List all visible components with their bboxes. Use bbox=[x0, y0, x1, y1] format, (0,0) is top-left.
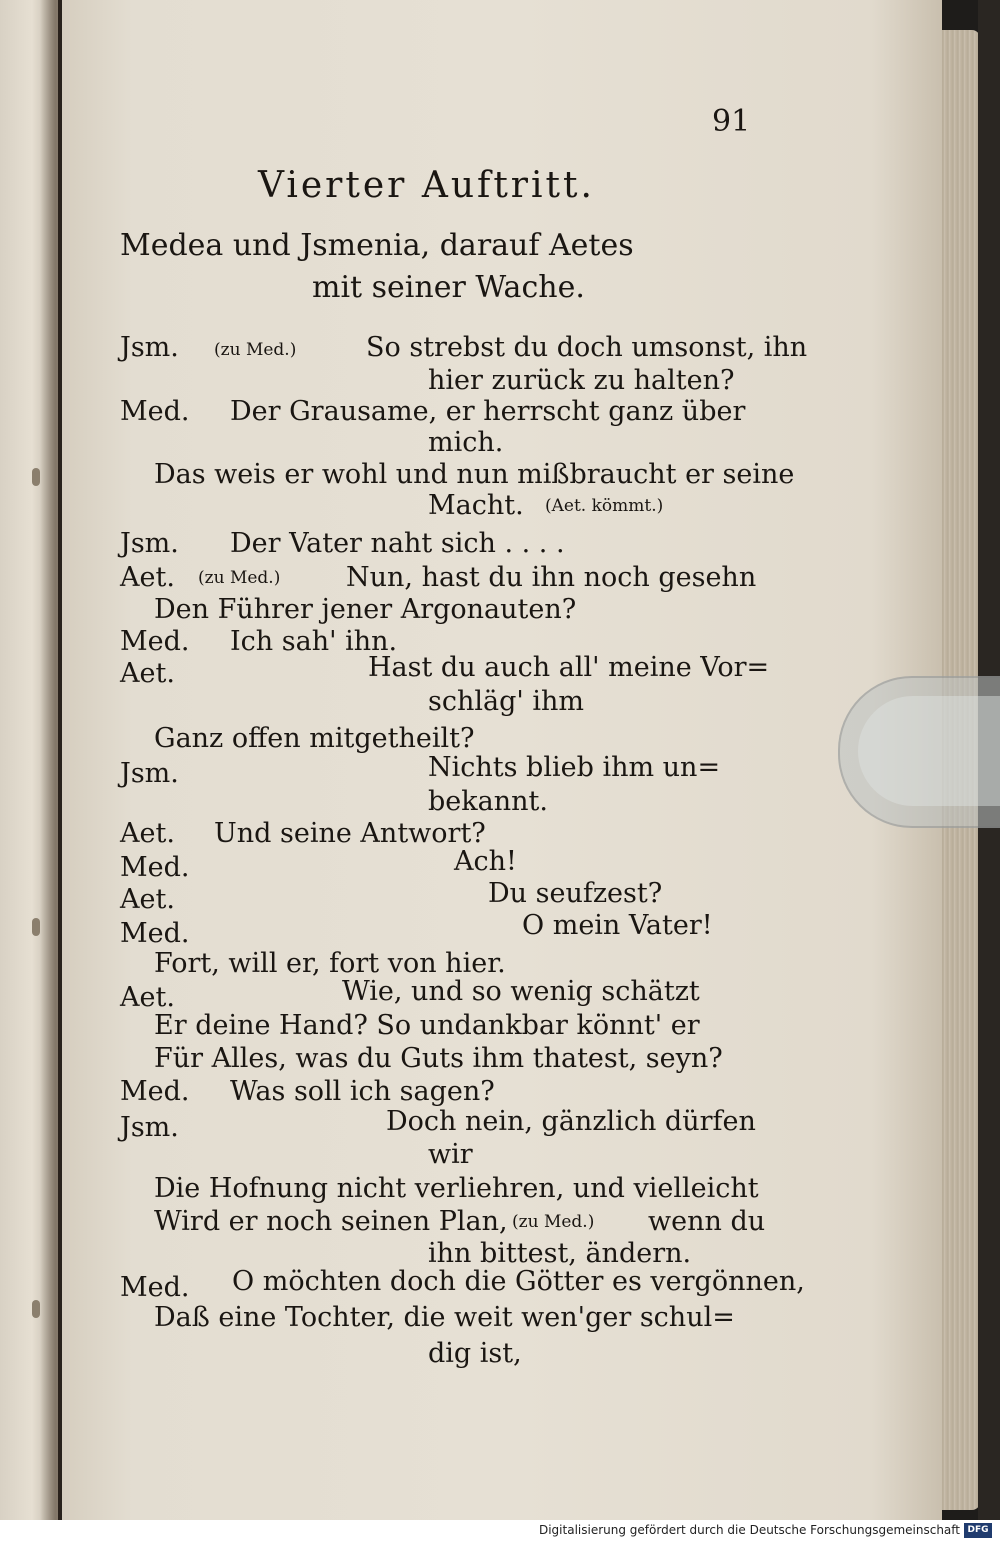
stage-direction: (zu Med.) bbox=[198, 568, 281, 588]
verse-line: Ganz offen mitgetheilt? bbox=[154, 723, 475, 754]
speaker-label: Aet. bbox=[120, 818, 175, 849]
speaker-label: Med. bbox=[120, 852, 190, 883]
footer-bar bbox=[0, 1520, 1000, 1543]
verse-line: Macht. bbox=[428, 490, 524, 521]
verse-line: O möchten doch die Götter es vergönnen, bbox=[232, 1266, 805, 1297]
verse-line: Den Führer jener Argonauten? bbox=[154, 594, 577, 625]
verse-line: Daß eine Tochter, die weit wen'ger schul= bbox=[154, 1302, 735, 1333]
verse-line: hier zurück zu halten? bbox=[428, 365, 735, 396]
speaker-label: Aet. bbox=[120, 658, 175, 689]
verse-line: Der Vater naht sich . . . . bbox=[230, 528, 565, 559]
verse-line: Wird er noch seinen Plan, bbox=[154, 1206, 508, 1237]
verse-line: wenn du bbox=[648, 1206, 766, 1237]
verse-line: Hast du auch all' meine Vor= bbox=[368, 652, 770, 683]
speaker-label: Med. bbox=[120, 396, 190, 427]
verse-line: Ach! bbox=[454, 846, 517, 877]
verse-line: Für Alles, was du Guts ihm thatest, seyn? bbox=[154, 1043, 723, 1074]
speaker-label: Aet. bbox=[120, 562, 175, 593]
scene-heading: Vierter Auftritt. bbox=[258, 165, 595, 206]
cast-line: mit seiner Wache. bbox=[312, 270, 585, 305]
verse-line: Wie, und so wenig schätzt bbox=[342, 976, 700, 1007]
verse-line: Er deine Hand? So undankbar könnt' er bbox=[154, 1010, 700, 1041]
verse-line: Der Grausame, er herrscht ganz über bbox=[230, 396, 746, 427]
verse-line: Doch nein, gänzlich dürfen bbox=[386, 1106, 756, 1137]
speaker-label: Jsm. bbox=[120, 758, 179, 789]
speaker-label: Med. bbox=[120, 1076, 190, 1107]
verse-line: ihn bittest, ändern. bbox=[428, 1238, 692, 1269]
binding-stitch bbox=[32, 1300, 40, 1318]
verse-line: Ich sah' ihn. bbox=[230, 626, 398, 657]
verse-line: Nun, hast du ihn noch gesehn bbox=[346, 562, 757, 593]
speaker-label: Jsm. bbox=[120, 1112, 179, 1143]
verse-line: Die Hofnung nicht verliehren, und vielleicht bbox=[154, 1173, 759, 1204]
verse-line: Und seine Antwort? bbox=[214, 818, 486, 849]
binding-stitch bbox=[32, 468, 40, 486]
verse-line: schläg' ihm bbox=[428, 686, 585, 717]
verse-line: Fort, will er, fort von hier. bbox=[154, 948, 506, 979]
speaker-label: Jsm. bbox=[120, 332, 179, 363]
stage-direction: (Aet. kömmt.) bbox=[545, 496, 664, 516]
verse-line: Was soll ich sagen? bbox=[230, 1076, 495, 1107]
verse-line: Nichts blieb ihm un= bbox=[428, 752, 721, 783]
page-number: 91 bbox=[712, 104, 751, 139]
binding-stitch bbox=[32, 918, 40, 936]
stage-direction: (zu Med.) bbox=[512, 1212, 595, 1232]
stage-direction: (zu Med.) bbox=[214, 340, 297, 360]
dfg-logo: DFG bbox=[964, 1523, 992, 1538]
verse-line: Das weis er wohl und nun mißbraucht er seine bbox=[154, 459, 795, 490]
verse-line: dig ist, bbox=[428, 1338, 522, 1369]
verse-line: mich. bbox=[428, 427, 504, 458]
speaker-label: Aet. bbox=[120, 884, 175, 915]
speaker-label: Jsm. bbox=[120, 528, 179, 559]
verse-line: O mein Vater! bbox=[522, 910, 713, 941]
verse-line: bekannt. bbox=[428, 786, 548, 817]
speaker-label: Med. bbox=[120, 1272, 190, 1303]
page-clip bbox=[838, 676, 1000, 828]
speaker-label: Med. bbox=[120, 918, 190, 949]
speaker-label: Med. bbox=[120, 626, 190, 657]
verse-line: Du seufzest? bbox=[488, 878, 663, 909]
footer-credit: Digitalisierung gefördert durch die Deutsche Forschungsgemeinschaft bbox=[538, 1523, 960, 1537]
verse-line: So strebst du doch umsonst, ihn bbox=[366, 332, 808, 363]
speaker-label: Aet. bbox=[120, 982, 175, 1013]
verse-line: wir bbox=[428, 1139, 473, 1170]
cast-line: Medea und Jsmenia, darauf Aetes bbox=[120, 228, 634, 263]
page-clip-highlight bbox=[858, 696, 1000, 806]
